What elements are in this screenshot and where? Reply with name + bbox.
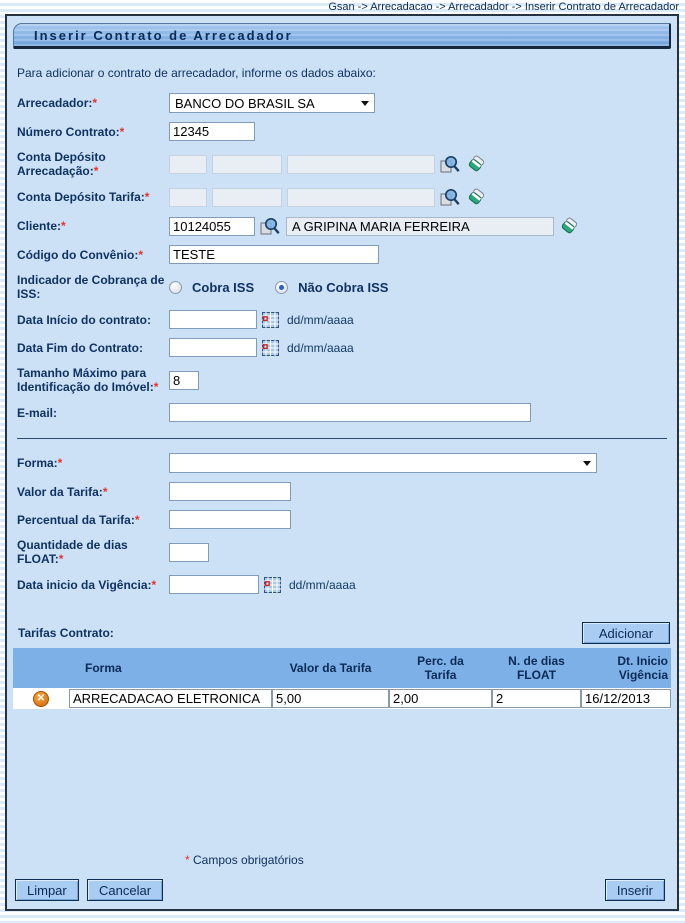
row-arrecadador — [13, 93, 671, 113]
valor-tarifa-label: Valor da Tarifa:* — [17, 484, 108, 499]
codigo-convenio-label: Código do Convênio:* — [17, 247, 143, 262]
row-data-inicio-vigencia — [13, 575, 671, 594]
row-indicador-iss — [13, 273, 671, 301]
form-content — [7, 66, 677, 709]
conta-deposito-tarifa-label: Conta Depósito Tarifa:* — [17, 190, 150, 204]
column-header-perc: Perc. da Tarifa — [417, 654, 464, 682]
tarifas-table-header — [13, 648, 671, 688]
row-data-fim-contrato — [13, 338, 671, 357]
table-row — [13, 688, 671, 709]
row-percentual-tarifa — [13, 510, 671, 529]
row-forma — [13, 453, 671, 473]
conta-tarifa-eraser-icon[interactable] — [466, 187, 486, 207]
row-numero-contrato — [13, 122, 671, 141]
column-header-actions — [13, 666, 69, 670]
data-inicio-vigencia-calendar-icon[interactable] — [264, 577, 281, 593]
breadcrumb[interactable]: Gsan -> Arrecadacao -> Arrecadador -> Inserir Contrato de Arrecadador — [328, 1, 679, 13]
dropdown-arrow-icon — [583, 461, 591, 466]
email-input[interactable] — [169, 403, 531, 422]
data-inicio-vigencia-hint: dd/mm/aaaa — [289, 577, 356, 592]
cliente-label: Cliente:* — [17, 219, 66, 233]
indicador-iss-label: Indicador de Cobrança de ISS: — [17, 273, 165, 301]
cliente-eraser-icon[interactable] — [559, 216, 579, 236]
conta-arrecadacao-numero-input — [287, 155, 435, 174]
data-inicio-contrato-calendar-icon[interactable] — [262, 312, 279, 328]
row-cell-inicio: 16/12/2013 — [581, 689, 671, 708]
conta-arrecadacao-search-icon[interactable] — [440, 154, 461, 174]
section-divider — [17, 438, 667, 439]
row-quantidade-dias-float — [13, 538, 671, 566]
nao-cobra-iss-radio[interactable] — [275, 281, 288, 294]
tarifas-table — [13, 648, 671, 709]
main-panel — [5, 14, 679, 911]
data-inicio-contrato-label: Data Início do contrato: — [17, 312, 152, 327]
column-header-inicio: Dt. Inicio Vigência — [617, 654, 668, 682]
row-cell-perc: 2,00 — [389, 689, 492, 708]
arrecadador-select-value: BANCO DO BRASIL SA — [175, 95, 315, 111]
row-email — [13, 403, 671, 422]
numero-contrato-input[interactable] — [169, 122, 255, 141]
row-cliente — [13, 216, 671, 236]
column-header-dias: N. de dias FLOAT — [508, 654, 565, 682]
quantidade-dias-float-input[interactable] — [169, 543, 209, 562]
codigo-convenio-input[interactable] — [169, 245, 379, 264]
limpar-button[interactable]: Limpar — [15, 879, 79, 901]
nao-cobra-iss-label: Não Cobra ISS — [298, 279, 389, 295]
data-fim-contrato-input[interactable] — [169, 338, 257, 357]
row-valor-tarifa — [13, 482, 671, 501]
conta-tarifa-agencia-input — [212, 188, 282, 207]
cobra-iss-radio[interactable] — [169, 281, 182, 294]
conta-deposito-arrecadacao-label: Conta Depósito Arrecadação:* — [17, 150, 106, 178]
valor-tarifa-input[interactable] — [169, 482, 291, 501]
tamanho-maximo-input[interactable] — [169, 371, 199, 390]
column-header-valor: Valor da Tarifa — [289, 661, 372, 675]
intro-text: Para adicionar o contrato de arrecadador, informe os dados abaixo: — [17, 66, 376, 80]
adicionar-button[interactable]: Adicionar — [582, 622, 670, 644]
dropdown-arrow-icon — [361, 101, 369, 106]
tarifas-section-header — [14, 622, 670, 644]
numero-contrato-label: Número Contrato:* — [17, 124, 125, 139]
delete-row-icon[interactable]: ✕ — [33, 691, 49, 707]
forma-label: Forma:* — [17, 456, 63, 470]
forma-select[interactable] — [169, 453, 597, 473]
data-inicio-contrato-input[interactable] — [169, 310, 257, 329]
data-fim-contrato-hint: dd/mm/aaaa — [287, 340, 354, 355]
data-fim-contrato-label: Data Fim do Contrato: — [17, 340, 143, 355]
row-cell-forma: ARRECADACAO ELETRONICA — [69, 689, 272, 708]
row-conta-deposito-arrecadacao — [13, 150, 671, 178]
cancelar-button[interactable]: Cancelar — [87, 879, 163, 901]
row-tamanho-maximo — [13, 366, 671, 394]
conta-tarifa-banco-input — [169, 188, 207, 207]
data-inicio-vigencia-label: Data inicio da Vigência:* — [17, 577, 157, 592]
column-header-forma: Forma — [85, 661, 122, 675]
row-cell-dias: 2 — [492, 689, 581, 708]
percentual-tarifa-input[interactable] — [169, 510, 291, 529]
conta-arrecadacao-agencia-input — [212, 155, 282, 174]
row-codigo-convenio — [13, 245, 671, 264]
conta-tarifa-search-icon[interactable] — [440, 187, 461, 207]
percentual-tarifa-label: Percentual da Tarifa:* — [17, 512, 140, 527]
cobra-iss-label: Cobra ISS — [192, 279, 255, 295]
required-fields-note: * Campos obrigatórios — [185, 853, 304, 867]
cliente-nome-field: A GRIPINA MARIA FERREIRA — [286, 217, 554, 236]
page-title: Inserir Contrato de Arrecadador — [13, 23, 671, 49]
inserir-button[interactable]: Inserir — [605, 879, 665, 901]
conta-tarifa-numero-input — [287, 188, 435, 207]
tarifas-section-label: Tarifas Contrato: — [18, 626, 114, 640]
tamanho-maximo-label: Tamanho Máximo para Identificação do Imóvel:* — [17, 366, 159, 394]
email-label: E-mail: — [17, 405, 58, 420]
conta-arrecadacao-eraser-icon[interactable] — [466, 154, 486, 174]
arrecadador-select[interactable] — [169, 93, 375, 113]
cliente-search-icon[interactable] — [260, 216, 281, 236]
arrecadador-label: Arrecadador:* — [17, 96, 98, 110]
data-inicio-vigencia-input[interactable] — [169, 575, 259, 594]
data-fim-contrato-calendar-icon[interactable] — [262, 340, 279, 356]
conta-arrecadacao-banco-input — [169, 155, 207, 174]
row-cell-valor: 5,00 — [272, 689, 389, 708]
data-inicio-contrato-hint: dd/mm/aaaa — [287, 312, 354, 327]
quantidade-dias-float-label: Quantidade de dias FLOAT:* — [17, 538, 128, 566]
row-data-inicio-contrato — [13, 310, 671, 329]
cliente-codigo-input[interactable] — [169, 217, 255, 236]
row-conta-deposito-tarifa — [13, 187, 671, 207]
